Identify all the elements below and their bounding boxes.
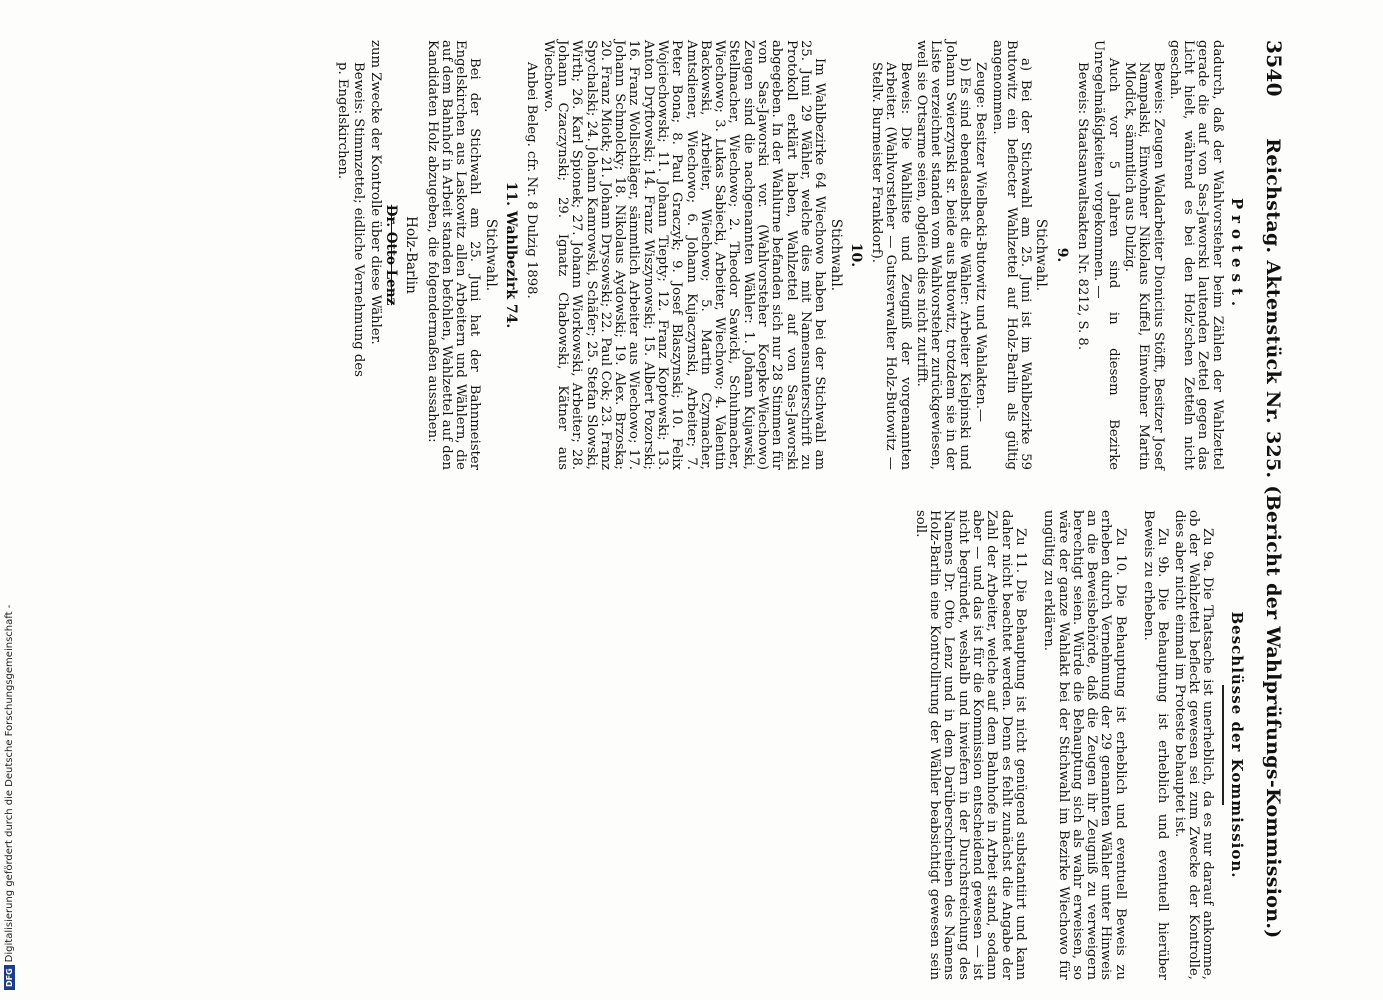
heading-rule	[1222, 685, 1224, 805]
paragraph: dadurch, daß der Wahlvorsteher beim Zählen der Wahlzettel gerade die auf von Sas-Jaworski lautenden Zettel gegen das Licht hielt, während es bei den Holz'schen Zetteln nicht geschah.	[1166, 40, 1225, 470]
evidence: p. Engelskirchen.	[335, 62, 351, 180]
paragraph: Auch vor 5 Jahren sind in diesem Bezirke Unregelmäßigkeiten vorgekommen. —	[1091, 40, 1121, 470]
section-number: 11. Wahlbezirk 74.	[503, 181, 520, 329]
section-subheading: Stichwahl.	[1033, 218, 1050, 292]
header-title: Reichstag. Aktenstück Nr. 325. (Bericht der Wahlprüfungs-Kommission.)	[1262, 138, 1284, 939]
evidence: Beweis: Die Wahlliste und Zeugniß der vorgenannten Arbeiter. (Wahlvorsteher — Gutsverwalter Holz-Butowitz — Stellv. Burmeister Frankdorf).	[869, 62, 913, 470]
column-heading-commission: Beschlüsse der Kommission.	[1228, 611, 1246, 879]
left-column	[333, 40, 1252, 470]
dfg-logo: DFG	[4, 965, 15, 990]
column-heading-protest: Protest.	[1228, 197, 1246, 313]
page-header	[1262, 40, 1300, 980]
section-number: 9.	[1053, 247, 1070, 263]
page-number: 3540	[1262, 40, 1286, 97]
evidence: Anbei Beleg. cfr. Nr. 8 Dulzig 1898.	[524, 62, 540, 299]
paragraph: Im Wahlbezirke 64 Wiechowo haben bei der Stichwahl am 25. Juni 29 Wähler, welche dies mit Namensunterschrift zu Protokoll erklärt haben, Wahlzettel auf von Sas-Jaworski abgegeben. In der Wahlurne befanden sich nur 28 Stimmen für von Sas-Jaworski vor. (Wahlvorsteher Koepke-Wiechowo) Zeugen sind die nachgenannten Wähler: 1. Johann Kujawski, Stellmacher, Wiechowo; 2. Theodor Sawicki, Schuhmacher, Wiechowo; 3. Lukas Sabiecki, Arbeiter, Wiechowo; 4. Valentin Backowski, Arbeiter, Wiechowo; 5. Martin Czymacher, Amtsdiener, Wiechowo; 6. Johann Kujaczynski, Arbeiter; 7. Peter Bona; 8. Paul Graczyk; 9. Josef Blaszynski; 10. Felix Wojciechowski; 11. Johann Tiepty; 12. Franz Koptowski; 13. Anton Dryftowski; 14. Franz Wiszynowski; 15. Albert Pozorski; 16. Franz Wollschläger, sämmtlich Arbeiter aus Wiechowo; 17. Johann Schmolcky; 18. Nikolaus Aydowski; 19. Alex. Brzoska; 20. Franz Miotk; 21. Johann Drysowski; 22. Paul Cok; 23. Franz Spychalski; 24. Johann Kamrowski, Schäfer; 25. Stefan Slowski, Wirth; 26. Karl Spionek; 27. Johann Wiorkowski, Arbeiter; 28. Johann Czaczynski; 29. Ignatz Chabowski, Kätner aus Wiechowo.	[540, 40, 828, 470]
paragraph: a) Bei der Stichwahl am 25. Juni ist im Wahlbezirke 59 Butowitz ein beflecter Wahlzettel auf Holz-Barlin als gültig angenommen.	[989, 40, 1034, 470]
paragraph: Zu 10. Die Behauptung ist erheblich und eventuell Beweis zu erheben durch Vernehmung der 29 genannten Wähler unter Hinweis an die Beweisbehörde, daß die Zeugen ihr Zeugniß zu verweigern berechtigt seien. Würde die Behauptung sich als wahr erweisen, so wäre der ganze Wahlakt bei der Stichwahl im Bezirke Wiechowo für ungültig zu erklären.	[1041, 510, 1128, 980]
evidence: Beweis: Stimmzettel; eidliche Vernehmung des	[351, 62, 367, 377]
place-signature: Holz-Barlin	[403, 216, 420, 294]
section-subheading: Stichwahl.	[827, 218, 844, 292]
section-subheading: Stichwahl.	[482, 218, 499, 292]
paragraph: Zu 9b. Die Behauptung ist erheblich und eventuell hierüber Beweis zu erheben.	[1141, 510, 1171, 980]
signature-name: Dr. Otto Lenz	[382, 204, 399, 306]
paragraph: Zu 11. Die Behauptung ist nicht genügend substantiirt und kann daher nicht beachtet werden. Denn es fehlt zunächst die Angabe der Zahl der Arbeiter, welche auf dem Bahnhofe in Arbeit stand, sodann aber — und das ist für die Kommission entscheidend gewesen — ist nicht begründet, weshalb und inwiefern in der Durchstreichung des Namens Dr. Otto Lenz und in dem Darüberschreiben des Namens Holz-Barlin eine Kontrollirung der Wähler beabsichtigt gewesen sein soll.	[912, 510, 1028, 980]
evidence: Beweis: Staatsanwaltsakten Nr. 8212, S. 8.	[1075, 62, 1091, 351]
evidence: Beweis: Zeugen Waldarbeiter Dionicius Stöfft, Besitzer Josef Nampalski, Einwohner Nikolaus Kuffel, Einwohner Martin Mlodick, sämmtlich aus Dulzig.	[1121, 62, 1166, 470]
paragraph: b) Es sind ebendaselbst die Wähler: Arbeiter Kielpinski und Johann Swierzynski sr. beide aus Butowitz, trotzdem sie in der Liste verzeichnet standen vom Wahlvorsteher zurückgewiesen, weil sie Ortsarme seien, obgleich dies nicht zutrifft.	[914, 40, 972, 470]
evidence: Zeuge: Besitzer Wielbacki-Butowitz und Wahlakten.—	[973, 62, 989, 423]
section-number: 10.	[847, 242, 864, 268]
paragraph: Zu 9a. Die Thatsache ist unerheblich, da es nur darauf ankomme, ob der Wahlzettel befleckt gewesen sei zum Zwecke der Kontrolle, dies aber nicht einmal im Proteste behauptet ist.	[1171, 510, 1216, 980]
paragraph: Bei der Stichwahl am 25. Juni hat der Bahnmeister Engelskirchen aus Laskowitz allen Arbeitern und Wählern, die auf dem Bahnhof in Arbeit standen befohlen, Wahlzettel auf den Kandidaten Holz abzugeben, die folgendermaßen aussahen:	[424, 40, 483, 470]
right-column	[911, 510, 1252, 980]
rotated-document-page	[110, 40, 1300, 980]
digitization-credit: DFGDigitalisierung gefördert durch die Deutsche Forschungsgemeinschaft -	[4, 605, 15, 990]
paragraph: zum Zwecke der Kontrolle über diese Wähler.	[367, 40, 383, 345]
